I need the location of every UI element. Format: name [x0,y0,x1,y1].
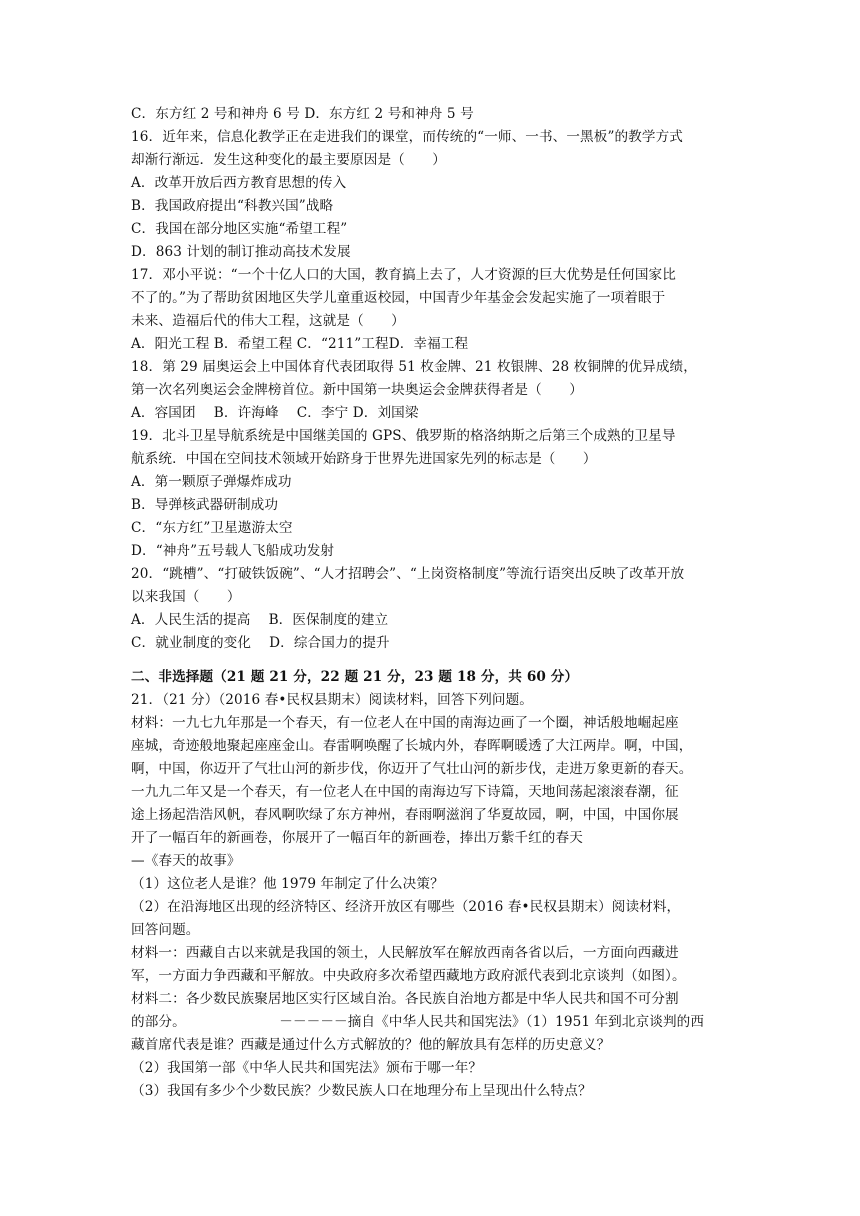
sub-question-2: （2）在沿海地区出现的经济特区、经济开放区有哪些（2016 春•民权县期末）阅读材料， [131,899,681,915]
material-one: 军，一方面力争西藏和平解放。中央政府多次希望西藏地方政府派代表到北京谈判（如图）。 [131,968,686,984]
material-paragraph: 座城，奇迹般地聚起座座金山。春雷啊唤醒了长城内外，春晖啊暖透了大江两岸。啊，中国， [131,738,693,754]
material-source: —《春天的故事》 [131,853,241,869]
section-heading: 二、非选择题（21 题 21 分，22 题 21 分，23 题 18 分，共 60 分） [131,669,579,685]
material-paragraph: 啊，中国，你迈开了气壮山河的新步伐，你迈开了气壮山河的新步伐，走进万象更新的春天。 [131,761,693,777]
sub-question-1: 藏首席代表是谁？西藏是通过什么方式解放的？他的解放具有怎样的历史意义？ [131,1037,611,1053]
question-16-text: 16．近年来，信息化教学正在走进我们的课堂，而传统的“一师、一书、一黑板”的教学方式 [131,129,683,145]
question-19-option-d: D．“神舟”五号载人飞船成功发射 [131,543,335,559]
material-two: 材料二：各少数民族聚居地区实行区域自治。各民族自治地方都是中华人民共和国不可分割 [131,991,679,1007]
question-21-text: 21．（21 分）（2016 春•民权县期末）阅读材料，回答下列问题。 [131,692,533,708]
option-line: C．东方红 2 号和神舟 6 号 D．东方红 2 号和神舟 5 号 [131,106,474,122]
sub-question-3: （3）我国有多少个少数民族？少数民族人口在地理分布上呈现出什么特点？ [131,1083,592,1099]
question-20-options-cd: C．就业制度的变化 D．综合国力的提升 [131,635,390,651]
question-19-option-b: B．导弹核武器研制成功 [131,497,279,513]
sub-question-2: （2）我国第一部《中华人民共和国宪法》颁布于哪一年？ [131,1060,483,1076]
question-17-text: 未来、造福后代的伟大工程，这就是（ ） [131,313,405,329]
question-18-text: 第一次名列奥运会金牌榜首位。新中国第一块奥运会金牌获得者是（ ） [131,382,583,398]
question-17-options: A．阳光工程 B．希望工程 C．“211”工程D．幸福工程 [131,336,469,352]
sub-question-1: （1）这位老人是谁？他 1979 年制定了什么决策？ [131,876,444,892]
question-16-option-d: D．863 计划的制订推动高技术发展 [131,244,351,260]
question-18-text: 18．第 29 届奥运会上中国体育代表团取得 51 枚金牌、21 枚银牌、28 枚铜牌的优异成绩， [131,359,697,375]
question-20-text: 以来我国（ ） [131,589,241,605]
material-paragraph: 开了一幅百年的新画卷，你展开了一幅百年的新画卷，捧出万紫千红的春天 [131,830,583,846]
question-19-option-c: C．“东方红”卫星遨游太空 [131,520,293,536]
material-paragraph: 材料：一九七九年那是一个春天，有一位老人在中国的南海边画了一个圈，神话般地崛起座 [131,715,679,731]
question-19-text: 航系统．中国在空间技术领域开始跻身于世界先进国家先列的标志是（ ） [131,451,597,467]
question-19-text: 19．北斗卫星导航系统是中国继美国的 GPS、俄罗斯的格洛纳斯之后第三个成熟的卫星导 [131,428,676,444]
material-paragraph: 一九九二年又是一个春天，有一位老人在中国的南海边写下诗篇，天地间荡起滚滚春潮，征 [131,784,679,800]
question-16-option-b: B．我国政府提出“科教兴国”战略 [131,198,334,214]
question-19-option-a: A．第一颗原子弹爆炸成功 [131,474,292,490]
question-20-options-ab: A．人民生活的提高 B．医保制度的建立 [131,612,389,628]
question-20-text: 20．“跳槽”、“打破铁饭碗”、“人才招聘会”、“上岗资格制度”等流行语突出反映了改革开放 [131,566,685,582]
question-17-text: 17．邓小平说：“一个十亿人口的大国，教育搞上去了，人才资源的巨大优势是任何国家比 [131,267,676,283]
material-two: 的部分。 －－－－－摘自《中华人民共和国宪法》（1）1951 年到北京谈判的西 [131,1014,705,1030]
question-18-options: A．容国团 B．许海峰 C．李宁 D．刘国梁 [131,405,419,421]
question-16-option-a: A．改革开放后西方教育思想的传入 [131,175,347,191]
question-16-text: 却渐行渐远．发生这种变化的最主要原因是（ ） [131,152,446,168]
sub-question-2: 回答问题。 [131,922,200,938]
material-one: 材料一：西藏自古以来就是我国的领土，人民解放军在解放西南各省以后，一方面向西藏进 [131,945,679,961]
question-16-option-c: C．我国在部分地区实施“希望工程” [131,221,348,237]
question-17-text: 不了的。”为了帮助贫困地区失学儿童重返校园，中国青少年基金会发起实施了一项着眼于 [131,290,666,306]
material-paragraph: 途上扬起浩浩风帆，春风啊吹绿了东方神州，春雨啊滋润了华夏故园，啊，中国，中国你展 [131,807,679,823]
